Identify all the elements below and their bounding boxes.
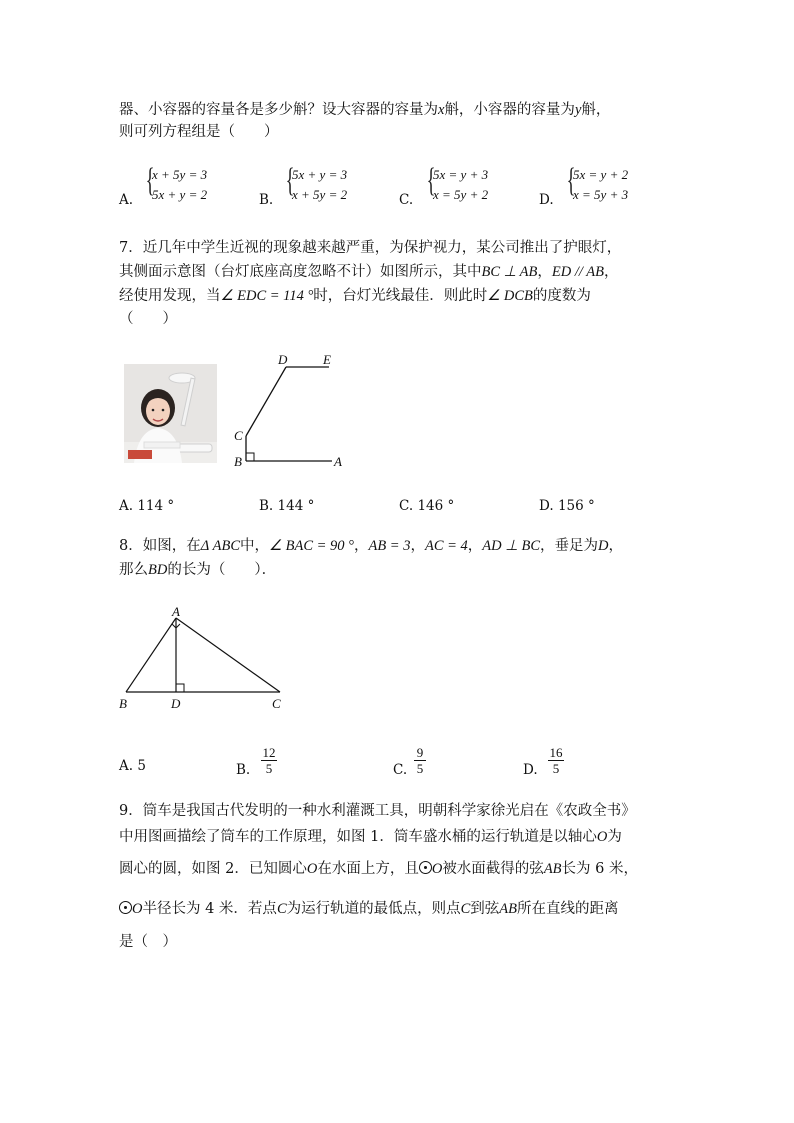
q7-line-2: 其侧面示意图（台灯底座高度忽略不计）如图所示，其中BC ⊥ AB，ED // AB， [119, 264, 619, 280]
q8-line-1: 8．如图，在Δ ABC中，∠ BAC = 90 °，AB = 3，AC = 4，AD ⊥ BC，垂足为D， [119, 538, 624, 554]
segment-ac [176, 618, 280, 692]
label-d: D [171, 696, 181, 711]
circle-symbol-icon [419, 861, 432, 874]
q8-line-2: 那么BD的长为（ ）． [119, 562, 277, 578]
segment-ab [126, 618, 176, 692]
equation-system: { 5x = y + 2 x = 5y + 3 [566, 162, 629, 202]
fraction: 16 5 [549, 745, 563, 776]
q9-line-1: 9．筒车是我国古代发明的一种水利灌溉工具，明朝科学家徐光启在《农政全书》 [119, 803, 636, 819]
equation-system: { 5x = y + 3 x = 5y + 2 [426, 162, 489, 202]
var-x: x [438, 102, 445, 118]
q6-line-1: 器、小容器的容量各是多少斛？设大容器的容量为x斛，小容器的容量为y斛， [119, 102, 611, 118]
triangle-diagram [114, 606, 292, 716]
segment-cd [246, 367, 286, 436]
label-e: E [323, 352, 331, 367]
right-angle-mark-d [176, 684, 184, 692]
q7-line-1: 7．近几年中学生近视的现象越来越严重，为保护视力，某公司推出了护眼灯， [119, 240, 622, 256]
equation-system: { x + 5y = 3 5x + y = 2 [145, 162, 208, 202]
q7-line-4: （ ） [119, 311, 177, 327]
var-y: y [574, 102, 582, 118]
q9-line-5: 是（ ） [119, 934, 177, 950]
circle-symbol-icon [119, 901, 132, 914]
label-a: A [334, 454, 342, 469]
label-b: B [119, 696, 127, 711]
equation-system: { 5x + y = 3 x + 5y = 2 [285, 162, 348, 202]
right-angle-mark [246, 453, 254, 461]
q9-line-3: 圆心的圆，如图 2．已知圆心O在水面上方，且 O被水面截得的弦AB长为 6 米， [119, 861, 638, 877]
q9-line-2: 中用图画描绘了筒车的工作原理，如图 1．筒车盛水桶的运行轨道是以轴心O为 [119, 829, 622, 845]
label-b: B [234, 454, 242, 469]
lamp-diagram [228, 350, 353, 472]
q9-line-4: O半径长为 4 米．若点C为运行轨道的最低点，则点C到弦AB所在直线的距离 [119, 899, 619, 919]
fraction: 9 5 [414, 746, 426, 775]
label-c: C [234, 428, 243, 443]
q7-line-3: 经使用发现，当∠ EDC = 114 °时，台灯光线最佳．则此时∠ DCB的度数为 [119, 288, 591, 304]
fraction: 12 5 [262, 745, 276, 776]
desk-lamp-photo [124, 364, 217, 463]
label-d: D [278, 352, 288, 367]
q6-line-2: 则可列方程组是（ ） [119, 124, 279, 140]
label-c: C [272, 696, 281, 711]
label-a: A [172, 606, 180, 619]
